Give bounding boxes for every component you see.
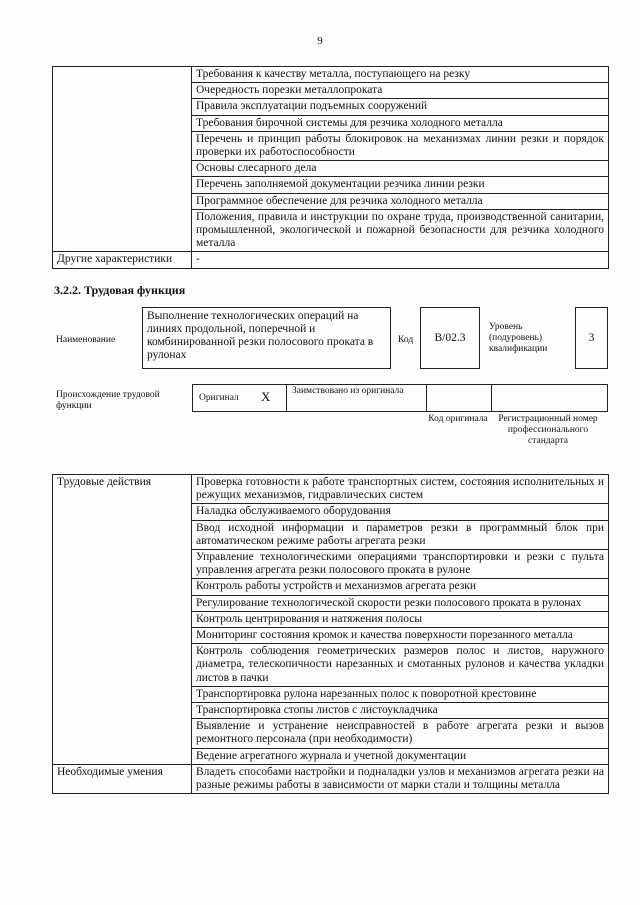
list-item: Ввод исходной информации и параметров резки в программный блок при автоматическом режиме работы агрегата резки (192, 520, 609, 549)
origin-label: Происхождение трудовой функции (56, 390, 160, 411)
list-item: Управление технологическими операциями транспортировки и резки с пульта управления агрегата резки полосового проката в рулоне (192, 550, 609, 579)
function-name-box: Выполнение технологических операций на линиях продольной, поперечной и комбинированной резки полосового проката в рулонах (142, 307, 391, 369)
code-value-box: B/02.3 (420, 307, 480, 369)
list-item: Основы слесарного дела (192, 161, 609, 177)
origin-table (192, 384, 608, 412)
borrowed-label: Заимствовано из оригинала (292, 386, 404, 396)
divider (286, 384, 287, 412)
knowledge-table (52, 66, 609, 269)
list-item: Контроль работы устройств и механизмов агрегата резки (192, 579, 609, 595)
skills-label: Необходимые умения (53, 764, 192, 793)
table-row (53, 475, 609, 504)
list-item: Регулирование технологической скорости резки полосового проката в рулонах (192, 595, 609, 611)
original-label: Оригинал (199, 393, 239, 403)
list-item: Контроль центрирования и натяжения полосы (192, 611, 609, 627)
labor-actions-table (52, 474, 609, 794)
divider (426, 384, 427, 412)
other-characteristics-value: - (192, 252, 609, 268)
table-row (53, 252, 609, 268)
code-label: Код (398, 335, 414, 345)
list-item: Положения, правила и инструкции по охране труда, производственной санитарии, промышленной, экологической и пожарной безопасности для резчика холодного металла (192, 209, 609, 252)
table-row (53, 67, 609, 83)
list-item: Требования к качеству металла, поступающего на резку (192, 67, 609, 83)
original-mark: X (261, 389, 271, 404)
list-item: Наладка обслуживаемого оборудования (192, 504, 609, 520)
other-characteristics-label: Другие характеристики (53, 252, 192, 268)
list-item: Правила эксплуатации подъемных сооружений (192, 99, 609, 115)
name-label: Наименование (56, 335, 116, 345)
section-title: 3.2.2. Трудовая функция (54, 283, 186, 297)
level-label: Уровень (подуровень) квалификации (489, 322, 548, 354)
list-item: Очередность порезки металлопроката (192, 83, 609, 99)
reg-number-label: Регистрационный номер профессионального стандарта (498, 414, 598, 446)
list-item: Мониторинг состояния кромок и качества поверхности порезанного металла (192, 628, 609, 644)
list-item: Ведение агрегатного журнала и учетной документации (192, 748, 609, 764)
list-item: Требования бирочной системы для резчика холодного металла (192, 115, 609, 131)
level-value-box: 3 (575, 307, 608, 369)
code-original-label: Код оригинала (428, 414, 488, 424)
list-item: Транспортировка рулона нарезанных полос к поворотной крестовине (192, 686, 609, 702)
list-item: Программное обеспечение для резчика холодного металла (192, 193, 609, 209)
table-row (53, 764, 609, 793)
list-item: Перечень и принцип работы блокировок на механизмах линии резки и порядок проверки их работоспособности (192, 131, 609, 160)
list-item: Контроль соблюдения геометрических размеров полос и листов, наружного диаметра, телескопичности нарезанных и смотанных рулонов и качества укладки листов в пачки (192, 644, 609, 687)
page-number: 9 (317, 35, 323, 47)
list-item: Транспортировка стопы листов с листоукладчика (192, 703, 609, 719)
list-item: Выявление и устранение неисправностей в работе агрегата резки и вызов ремонтного персонала (при необходимости) (192, 719, 609, 748)
labor-actions-label: Трудовые действия (53, 475, 192, 765)
divider (491, 384, 492, 412)
list-item: Владеть способами настройки и подналадки узлов и механизмов агрегата резки на разные режимы работы в зависимости от марки стали и толщины металла (192, 764, 609, 793)
list-item: Перечень заполняемой документации резчика линии резки (192, 177, 609, 193)
list-item: Проверка готовности к работе транспортных систем, состояния исполнительных и режущих механизмов, гидравлических систем (192, 475, 609, 504)
